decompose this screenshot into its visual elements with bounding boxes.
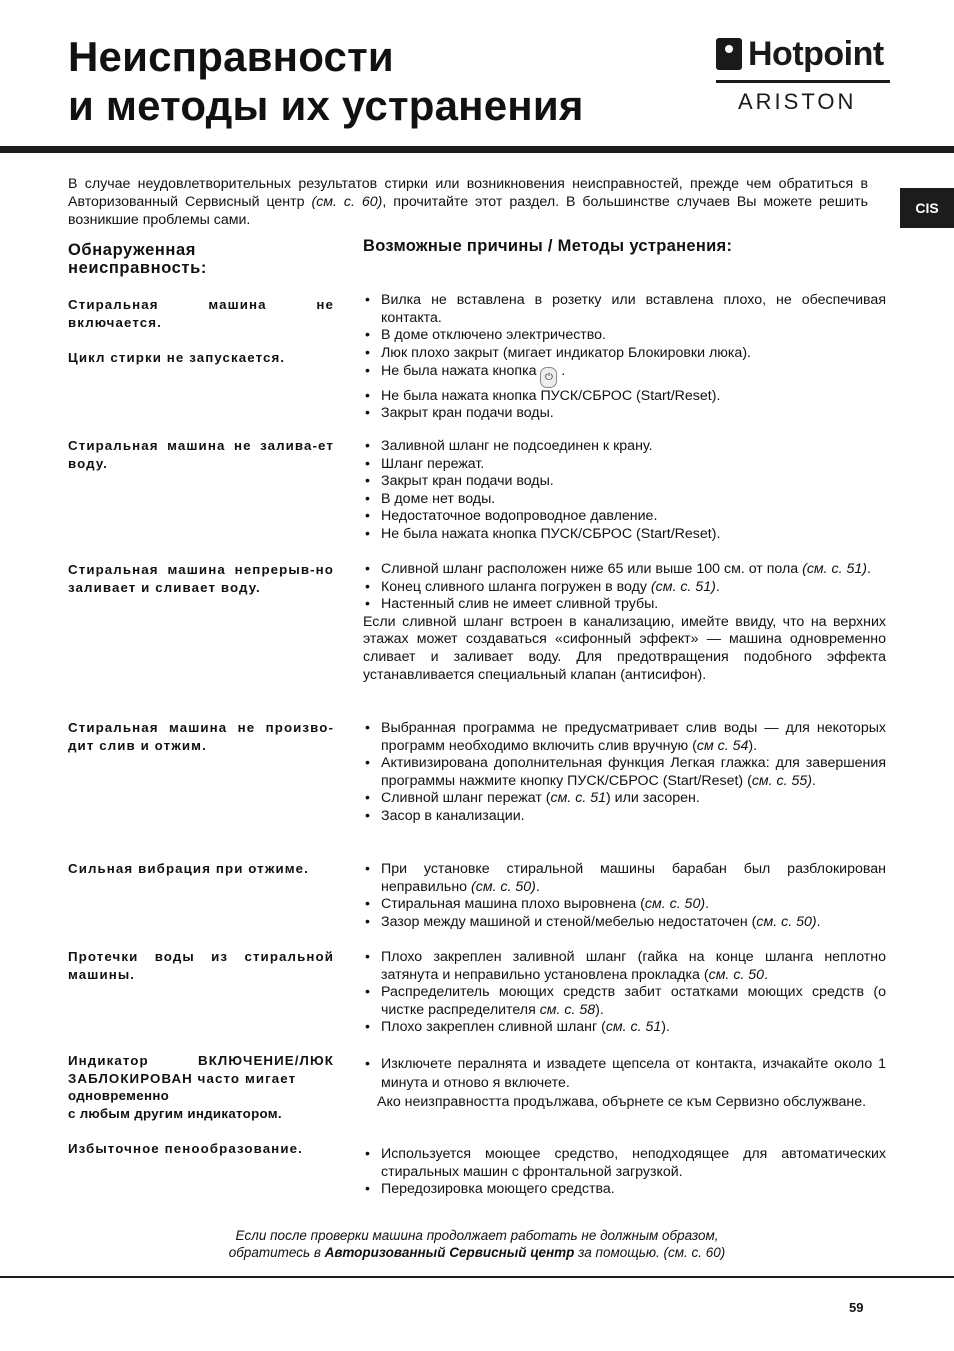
- cause-item: • Не была нажата кнопка ПУСК/СБРОС (Start/Reset).: [363, 388, 886, 406]
- cause-item: • Не была нажата кнопка ПУСК/СБРОС (Start/Reset).: [363, 526, 886, 544]
- cause-text: Не была нажата кнопка: [381, 362, 537, 379]
- cause-item: • Недостаточное водопроводное давление.: [363, 508, 886, 526]
- page-ref: см. с. 50: [708, 966, 765, 983]
- footer-line-2-pre: обратитесь в: [228, 1245, 325, 1260]
- cause-tail: ) или засорен.: [605, 790, 700, 807]
- cause-item: [363, 720, 886, 755]
- causes-block: [363, 720, 886, 826]
- cause-text: Зазор между машиной и стеной/мебелью недостаточен (: [381, 913, 757, 930]
- page-ref: см. с. 58: [539, 1001, 596, 1018]
- intro-text-2: , прочитайте этот раздел. В большинстве случаев Вы можете решить возникшие проблемы сами.: [68, 194, 868, 228]
- page-ref: (см. с. 51): [650, 578, 716, 595]
- footer-divider: [0, 1276, 954, 1278]
- page-ref: см. с. 55): [751, 772, 813, 789]
- problem-label: Цикл стирки не запускается.: [68, 350, 286, 365]
- page-ref: см. с. 50): [756, 913, 817, 930]
- cause-item: • Вилка не вставлена в розетку или вставлена плохо, не обеспечивая контакта.: [363, 292, 886, 327]
- header-divider: [0, 146, 954, 153]
- cause-item: • В доме отключено электричество.: [363, 327, 886, 345]
- cause-item: [363, 579, 886, 597]
- cause-item: • Шланг пережат.: [363, 456, 886, 474]
- cause-text: Сливной шланг расположен ниже 65 или выше 100 см. от пола: [381, 561, 803, 577]
- problem-label: Сильная вибрация при отжиме.: [68, 861, 309, 876]
- problem-label: Стиральная машина непрерыв-но заливает и сливает воду.: [68, 562, 334, 595]
- problem-label: Избыточное пенообразование.: [68, 1141, 303, 1156]
- intro-paragraph: [68, 175, 868, 229]
- problem-label: Протечки воды из стиральной машины.: [68, 949, 334, 982]
- cause-item: • В доме нет воды.: [363, 491, 886, 509]
- cause-item: • Изключете пералнята и извадете щепсела от контакта, изчакайте около 1 минута и отново я включете.: [363, 1055, 886, 1093]
- problem-text: Индикатор ВКЛЮЧЕНИЕ/ЛЮК ЗАБЛОКИРОВАН часто мигает: [68, 1053, 334, 1086]
- footer-line-1: Если после проверки машина продолжает работать не должным образом,: [235, 1228, 719, 1243]
- cause-note: Ако неизправността продължава, обърнете се към Сервизно обслужване.: [377, 1094, 867, 1110]
- logo-brand-name: Hotpoint: [748, 35, 884, 73]
- cause-item: • Закрыт кран подачи воды.: [363, 405, 886, 423]
- intro-text-1: В случае неудовлетворительных результатов стирки или возникновения неисправностей, прежде чем обратиться в Авторизованный Сервисный центр: [68, 176, 868, 210]
- page-number: 59: [849, 1300, 864, 1315]
- page-title-line-2: и методы их устранения: [68, 82, 584, 129]
- problem-text: с любым другим индикатором.: [68, 1105, 282, 1121]
- footer-note: [0, 1227, 954, 1261]
- causes-block: [363, 1055, 886, 1112]
- cause-note: Если сливной шланг встроен в канализацию, имейте ввиду, что на верхних этажах может создаваться «сифонный эффект» — машина одновременно сливает и заливает воду. Для предотвращения подобного эффекта устанавливается специальный клапан (антисифон).: [363, 613, 886, 683]
- cause-item: [363, 949, 886, 984]
- cause-tail: ).: [748, 737, 758, 754]
- cause-text: Стиральная машина плохо выровнена (: [381, 896, 645, 913]
- problem-label: Стиральная машина не произво-дит слив и отжим.: [68, 720, 334, 753]
- cause-item: [363, 1019, 886, 1037]
- language-tab: CIS: [900, 188, 954, 228]
- footer-line-2-post: за помощью. (см. с. 60): [574, 1245, 726, 1260]
- logo-mark-icon: [716, 38, 742, 70]
- logo-sub-brand: ARISTON: [738, 89, 857, 114]
- cause-text: Активизирована дополнительная функция Легкая глажка: для завершения программы нажмите кнопку ПУСК/СБРОС (Start/Reset) (: [381, 755, 886, 789]
- cause-tail: .: [812, 772, 816, 789]
- causes-block: [363, 861, 886, 931]
- problem-text: одновременно: [68, 1088, 170, 1103]
- cause-tail: .: [535, 878, 540, 895]
- causes-block: [363, 438, 886, 544]
- cause-text: При установке стиральной машины барабан был разблокирован неправильно: [381, 861, 886, 895]
- cause-text: Конец сливного шланга погружен в воду: [381, 578, 651, 595]
- cause-item: [363, 914, 886, 932]
- cause-item: [363, 984, 886, 1019]
- cause-item: • Передозировка моющего средства.: [363, 1181, 886, 1199]
- page-ref: (см. с. 50): [471, 878, 536, 895]
- page-title-line-1: Неисправности: [68, 33, 394, 80]
- problem-label: Стиральная машина не залива-ет воду.: [68, 438, 334, 471]
- causes-block: [363, 292, 886, 345]
- column-header-causes: Возможные причины / Методы устранения:: [363, 237, 733, 255]
- cause-tail: ).: [661, 1019, 670, 1036]
- cause-text: Плохо закреплен сливной шланг (: [381, 1019, 606, 1036]
- problem-label: Стиральная машина не включается.: [68, 297, 334, 330]
- brand-logo: [716, 36, 896, 116]
- cause-item: [363, 596, 886, 614]
- cause-text: Выбранная программа не предусматривает слив воды — для некоторых программ необходимо включить слив вручную (: [381, 720, 886, 754]
- cause-tail: .: [715, 578, 720, 595]
- cause-item: [363, 861, 886, 896]
- cause-item: [363, 896, 886, 914]
- column-header-problem: Обнаруженная неисправность:: [68, 241, 207, 277]
- problem-label: [68, 1052, 334, 1122]
- cause-item: • Люк плохо закрыт (мигает индикатор Блокировки люка).: [363, 345, 886, 363]
- cause-item: [363, 561, 886, 579]
- cause-text: Сливной шланг пережат (: [381, 790, 551, 807]
- cause-tail: ).: [595, 1001, 604, 1018]
- intro-page-ref: (см. с. 60): [311, 194, 383, 210]
- page-title: [68, 32, 584, 130]
- cause-tail: .: [764, 966, 769, 983]
- cause-item: • Заливной шланг не подсоединен к крану.: [363, 438, 886, 456]
- logo-divider: [716, 80, 890, 83]
- causes-block: [363, 949, 886, 1037]
- cause-item: • Используется моющее средство, неподходящее для автоматических стиральных машин с фронтальной загрузкой.: [363, 1146, 886, 1181]
- page-ref: см. с. 50): [644, 896, 706, 913]
- cause-item: [363, 755, 886, 790]
- cause-item: • Не была нажата кнопка ⏻ .: [363, 363, 886, 388]
- cause-text: Засор в канализации.: [381, 807, 525, 824]
- cause-item: • Закрыт кран подачи воды.: [363, 473, 886, 491]
- footer-service-center: Авторизованный Сервисный центр: [324, 1245, 575, 1260]
- page-ref: см с. 54: [696, 737, 749, 754]
- cause-tail: .: [867, 561, 871, 577]
- cause-tail: .: [705, 896, 710, 913]
- cause-text: Плохо закреплен заливной шланг (гайка на конце шланга неплотно затянута и неправильно установлена прокладка (: [381, 949, 886, 983]
- page-ref: см. с. 51: [550, 790, 606, 807]
- power-button-icon: ⏻: [540, 367, 557, 388]
- page-ref: см. с. 51: [605, 1019, 662, 1036]
- page-ref: (см. с. 51): [802, 561, 868, 577]
- cause-tail: .: [816, 913, 821, 930]
- cause-text: Настенный слив не имеет сливной трубы.: [381, 596, 659, 613]
- causes-block: [363, 1146, 886, 1199]
- cause-text: Распределитель моющих средств забит остатками моющих средств (о чистке распределителя: [381, 984, 886, 1018]
- cause-item: [363, 790, 886, 808]
- causes-block: [363, 345, 886, 423]
- causes-block: [363, 561, 886, 684]
- cause-item: [363, 808, 886, 826]
